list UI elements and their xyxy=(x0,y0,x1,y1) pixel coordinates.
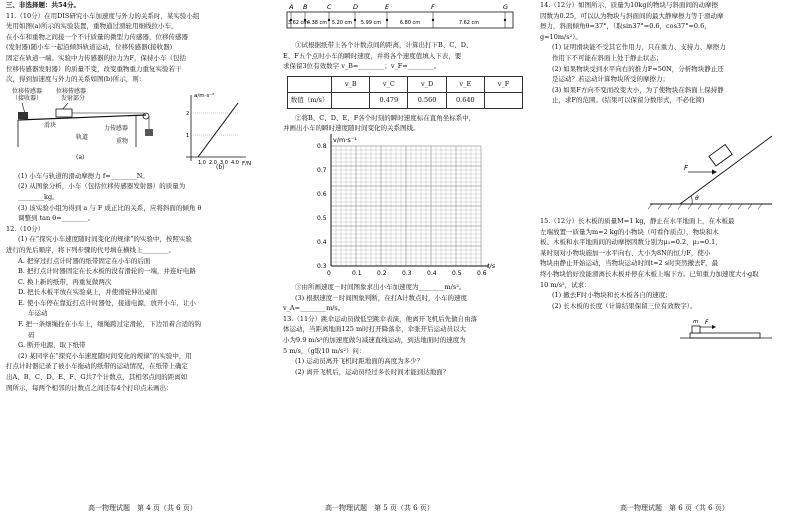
fig-label-b: (b) xyxy=(216,163,225,171)
graph-b-line xyxy=(198,103,238,157)
speed-table-row: 数值（m/s） 0.479 0.560 0.640 xyxy=(288,92,523,108)
fig-label-emitter: 位移传感器 xyxy=(56,87,87,95)
tape-letter: F xyxy=(431,3,435,11)
fig-label-track: 轨道 xyxy=(76,133,89,141)
graph-b-xlabel: F/N xyxy=(242,160,252,167)
x-tick-label: 0.2 xyxy=(377,269,387,277)
tape-letter: B xyxy=(303,3,308,11)
y-tick-label: 0.6 xyxy=(317,190,327,198)
figure-11-svg xyxy=(6,85,263,171)
small-block xyxy=(692,326,700,333)
figure-14-svg xyxy=(540,106,788,216)
column-page-6 xyxy=(540,0,788,517)
svg-text:发射部分: 发射部分 xyxy=(61,94,86,102)
label-m15: m xyxy=(693,319,699,326)
footer-page-6: 高一物理试题 第 6 页（共 6 页） xyxy=(620,504,729,512)
long-board xyxy=(690,333,760,338)
label-F: F xyxy=(684,163,689,172)
speed-table xyxy=(287,76,523,109)
y-tick-label: 0.5 xyxy=(317,214,327,222)
question-14-text: 14.（12分）如图所示，质量为10kg的物块与斜面间的动摩擦 因数为0.25，可以认为物块与斜面间的最大静摩擦力等于滑动摩 擦力，斜面倾角θ=37°，（取sin37°=0.6，cos37°=0.6， g=10m/s²）。 (1) 证明滑块能不受其它作用力，只在重力、支持力、摩擦力 作用下不可能在斜面上处于静止状态； (2) 如果物块受到水平向右的推力F=50N，分析物块静止还 是运动？若运动计算物块所受的摩擦力； (3) 如果F方向不变而改变大小，为了使物块在斜面上保持静 止，求F的范围。(结果可以保留分数形式，不必化简) xyxy=(540,1,726,105)
question-11-items: (1) 小车与轨道的滑动摩擦力 f=________N。 (2) 从图象分析，小车（包括位移传感器发射器）的质量为 ________kg。 (3) 该实验小组为得到 a 与 F 成正比的关系，应将斜面的倾角 θ 调整到 tan θ=________。 xyxy=(18,171,202,223)
tape-length: 5.99 cm xyxy=(360,20,382,26)
svg-text:1: 1 xyxy=(186,132,190,139)
tape-svg xyxy=(283,0,523,40)
tape-length: 5.20 cm xyxy=(331,20,353,26)
figure-15 xyxy=(540,311,788,351)
graph-b-ylabel: a/m·s⁻² xyxy=(194,92,215,99)
graph-b xyxy=(186,92,251,167)
tape-length: 4.38 cm xyxy=(306,20,328,26)
figure-15-svg xyxy=(540,311,788,351)
x-tick-label: 0.5 xyxy=(452,269,462,277)
speed-table-header: v_B v_C v_D v_E v_F xyxy=(288,76,523,92)
x-axis-label: t/s xyxy=(487,261,496,270)
tape-length: 7.62 cm xyxy=(458,20,480,26)
fig-label-receiver: 位移传感器 xyxy=(12,87,43,95)
y-tick-label: 0.8 xyxy=(317,142,327,150)
tape-letter: E xyxy=(385,3,390,11)
column-page-4 xyxy=(6,0,263,517)
question-11-text: 11.（10分）在用DIS研究小车加速度与外力的关系时，某实验小组 先用如图(a)所示的实验装置，重物通过滑轮用细线拉小车， 在小车和重物之间接一个不计质量的微型力传感器，位移传感器 (发射器)随小车一起沿倾斜轨道运动，位移传感器(接收器) 固定在轨道一端。实验中力传感器的拉力为F，保持小车（包括 位移传感器发射器）的质量不变，改变重物重力重复实验若干 次，得到加速度与外力的关系如图(b)所示，则： xyxy=(6,11,200,84)
track-line xyxy=(18,115,146,120)
svg-text:3.0: 3.0 xyxy=(220,159,228,166)
cart-block xyxy=(56,109,72,117)
svg-text:1.0: 1.0 xyxy=(198,159,206,166)
receiver-block xyxy=(18,112,28,119)
y-tick-label: 0.4 xyxy=(317,238,327,246)
svg-text:4.0: 4.0 xyxy=(231,159,239,166)
fig-label-force-sensor: 力传感器 xyxy=(104,124,129,132)
tape-length: 3.62 cm xyxy=(287,20,309,26)
label-F15: F xyxy=(705,319,709,327)
x-tick-label: 0.3 xyxy=(402,269,412,277)
vt-grid-figure xyxy=(283,134,523,282)
question-12-text: 12.（10分） (1) 在“探究小车速度随时间变化的规律”的实验中，按照实验 进行的先后顺序，将下列步骤的代号填在横线上________。 A. 把穿过打点计时器的纸带固定在小车的后面 B. 把打点计时器固定在长木板的没有滑轮的一端，并连好电路 C. 换上新的纸带，再重复做两次 D. 把长木板平放在实验桌上，并使滑轮伸出桌面 E. 使小车停在靠近打点计时器处，接通电源，放开小车，让小 车运动 F. 把一条细绳拴在小车上，细绳跨过定滑轮，下边吊着合适的钩 码 G. 断开电源，取下纸带 (2) 某同学在“探究小车速度随时间变化的规律”的实验中，用 打点计时器记录了被小车拖动的纸带的运动情况，在纸带上确定 出A、B、C、D、E、F、G共7个计数点，其相邻点间的距离如 图所示，每两个相邻的计数点之间还有4个打印点未画出： xyxy=(6,224,202,392)
footer-page-5: 高一物理试题 第 5 页（共 6 页） xyxy=(325,504,434,512)
x-tick-label: 0.6 xyxy=(477,269,487,277)
question-13-text: 13.（11分）跳伞运动员做低空跳伞表演，他离开飞机后先做自由落 体运动，当距离地面125 m时打开降落伞，伞张开后运动员以大 小为9.9 m/s²的加速度做匀减速直线运动，到达地面时的速度为 5 m/s，（g取10 m/s²）问： (1) 运动员离开飞机时距地面的高度为多少？ (2) 离开飞机后，运动员经过多长时间才能到达地面？ xyxy=(283,314,478,376)
tape-letter: G xyxy=(503,3,509,11)
y-axis-label: v/m·s⁻¹ xyxy=(333,135,357,144)
column-page-5 xyxy=(283,0,523,517)
svg-text:2: 2 xyxy=(186,110,190,117)
svg-text:2.0: 2.0 xyxy=(209,159,217,166)
tape-length: 6.80 cm xyxy=(399,20,421,26)
fig-label-slider: 滑块 xyxy=(44,121,57,129)
x-tick-label: 0 xyxy=(327,269,331,277)
label-theta: θ xyxy=(695,194,699,202)
x-tick-label: 0.1 xyxy=(352,269,362,277)
pulley xyxy=(143,113,149,119)
footer-page-4: 高一物理试题 第 4 页（共 6 页） xyxy=(88,504,197,512)
question-12-part-graph-intro: ②将B、C、D、E、F各个时刻的瞬时速度标在直角坐标系中， 并画出小车的瞬时速度随时间变化的关系图线。 xyxy=(283,113,476,133)
section-heading: 三、非选择题：共54分。 xyxy=(6,1,81,9)
fig-label-weight: 重物 xyxy=(116,137,129,145)
question-12-part-3: ③由所画速度－时间图象求出小车加速度为________m/s²。 (3) 根据速度－时间图象判断，在打A计数点时，小车的速度 v_A=________m/s。 xyxy=(283,282,467,313)
figure-14 xyxy=(540,106,788,216)
x-tick-label: 0.4 xyxy=(427,269,437,277)
y-tick-label: 0.3 xyxy=(317,262,327,270)
tape-letter: D xyxy=(353,3,359,11)
question-12-part-table-intro: ①试根据纸带上各个计数点间的距离，计算出打下B、C、D、 E、F五个点时小车的瞬时速度，并将各个速度值填入下表，要 求保留3位有效数字 v_B=________；v_F=________。 xyxy=(283,41,473,71)
question-15-text: 15.（12分）长木板的质量M=1 kg，静止在水平地面上，在木板最 左端放置一质量为m=2 kg的小物块（可看作质点），物块和木 板、木板和水平地面间的动摩擦因数分别为μ₁=0.2，μ₂=0.1， 某时刻对小物块施加一水平向右、大小为8N的恒力F，使小 物块由静止开始运动，当物块运动时间t=2 s时突然撤去F，最 终小物块恰好没能滑离长木板并停在木板上端下方。已知重力加速度大小g取 10 m/s²，试求： (1) 撤去F时小物块和长木板各自的速度； (2) 长木板的长度（计算结果保留三位有效数字）。 xyxy=(540,216,759,310)
svg-text:（接收器）: （接收器） xyxy=(12,94,43,102)
vt-grid-svg xyxy=(283,134,523,282)
figure-11 xyxy=(6,85,263,171)
fig-label-a: (a) xyxy=(76,153,85,161)
y-tick-label: 0.7 xyxy=(317,166,327,174)
tape-letter: A xyxy=(289,3,294,11)
incline-block xyxy=(709,144,732,165)
weight-block xyxy=(145,129,153,136)
tape-letter: C xyxy=(327,3,332,11)
tape-figure xyxy=(283,0,523,40)
